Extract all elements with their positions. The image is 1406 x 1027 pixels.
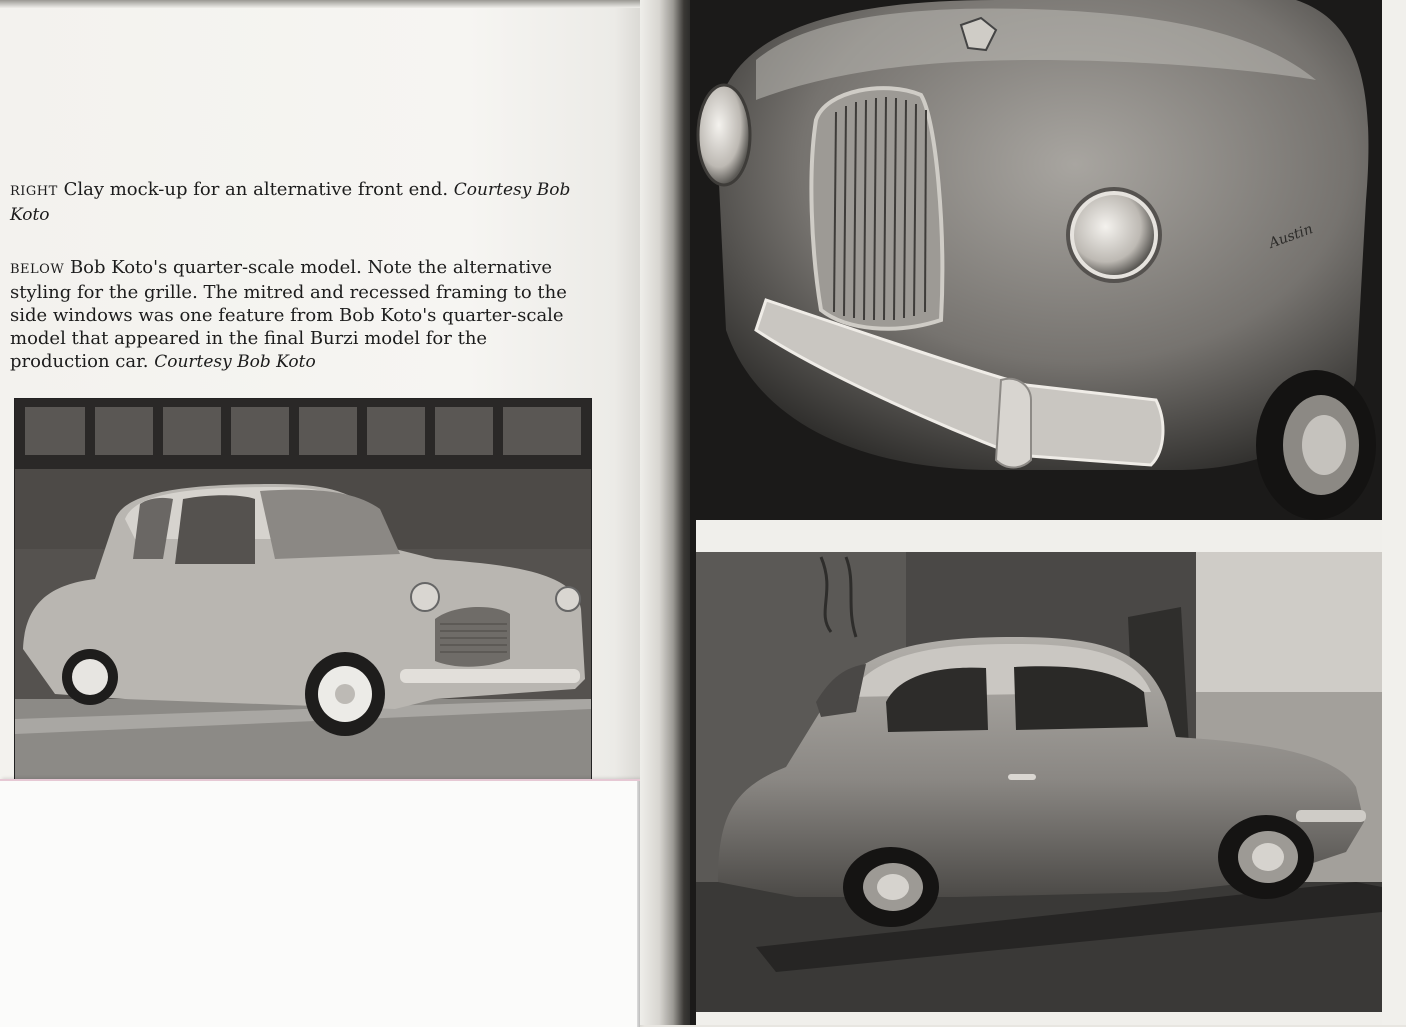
page-top-edge <box>0 0 640 8</box>
caption-below-text: Bob Koto's quarter-scale model. Note the alternative styling for the grille. The mitred and recessed framing to the side windows was one feature from Bob Koto's quarter-scale model that appeared in the final Burzi model for the production car. <box>10 257 567 372</box>
right-margin <box>1382 0 1406 1025</box>
caption-below-lead: BELOW <box>10 262 65 277</box>
photo-front-end-mockup <box>696 0 1382 520</box>
caption-below <box>10 256 590 374</box>
sticky-note <box>0 779 640 1027</box>
photo-gap <box>696 520 1382 552</box>
caption-right <box>10 178 590 227</box>
caption-right-text: Clay mock-up for an alternative front end. <box>63 179 449 200</box>
photo-quarter-scale-model <box>14 398 592 780</box>
page-bottom-edge <box>696 1012 1382 1025</box>
book-gutter <box>640 0 695 1025</box>
caption-right-lead: RIGHT <box>10 184 58 199</box>
photo-side-view-model <box>696 552 1382 1012</box>
caption-below-credit: Courtesy Bob Koto <box>154 352 316 372</box>
script-badge: Austin <box>1266 221 1316 252</box>
caption-right-credit: Courtesy Bob Koto <box>10 180 571 225</box>
